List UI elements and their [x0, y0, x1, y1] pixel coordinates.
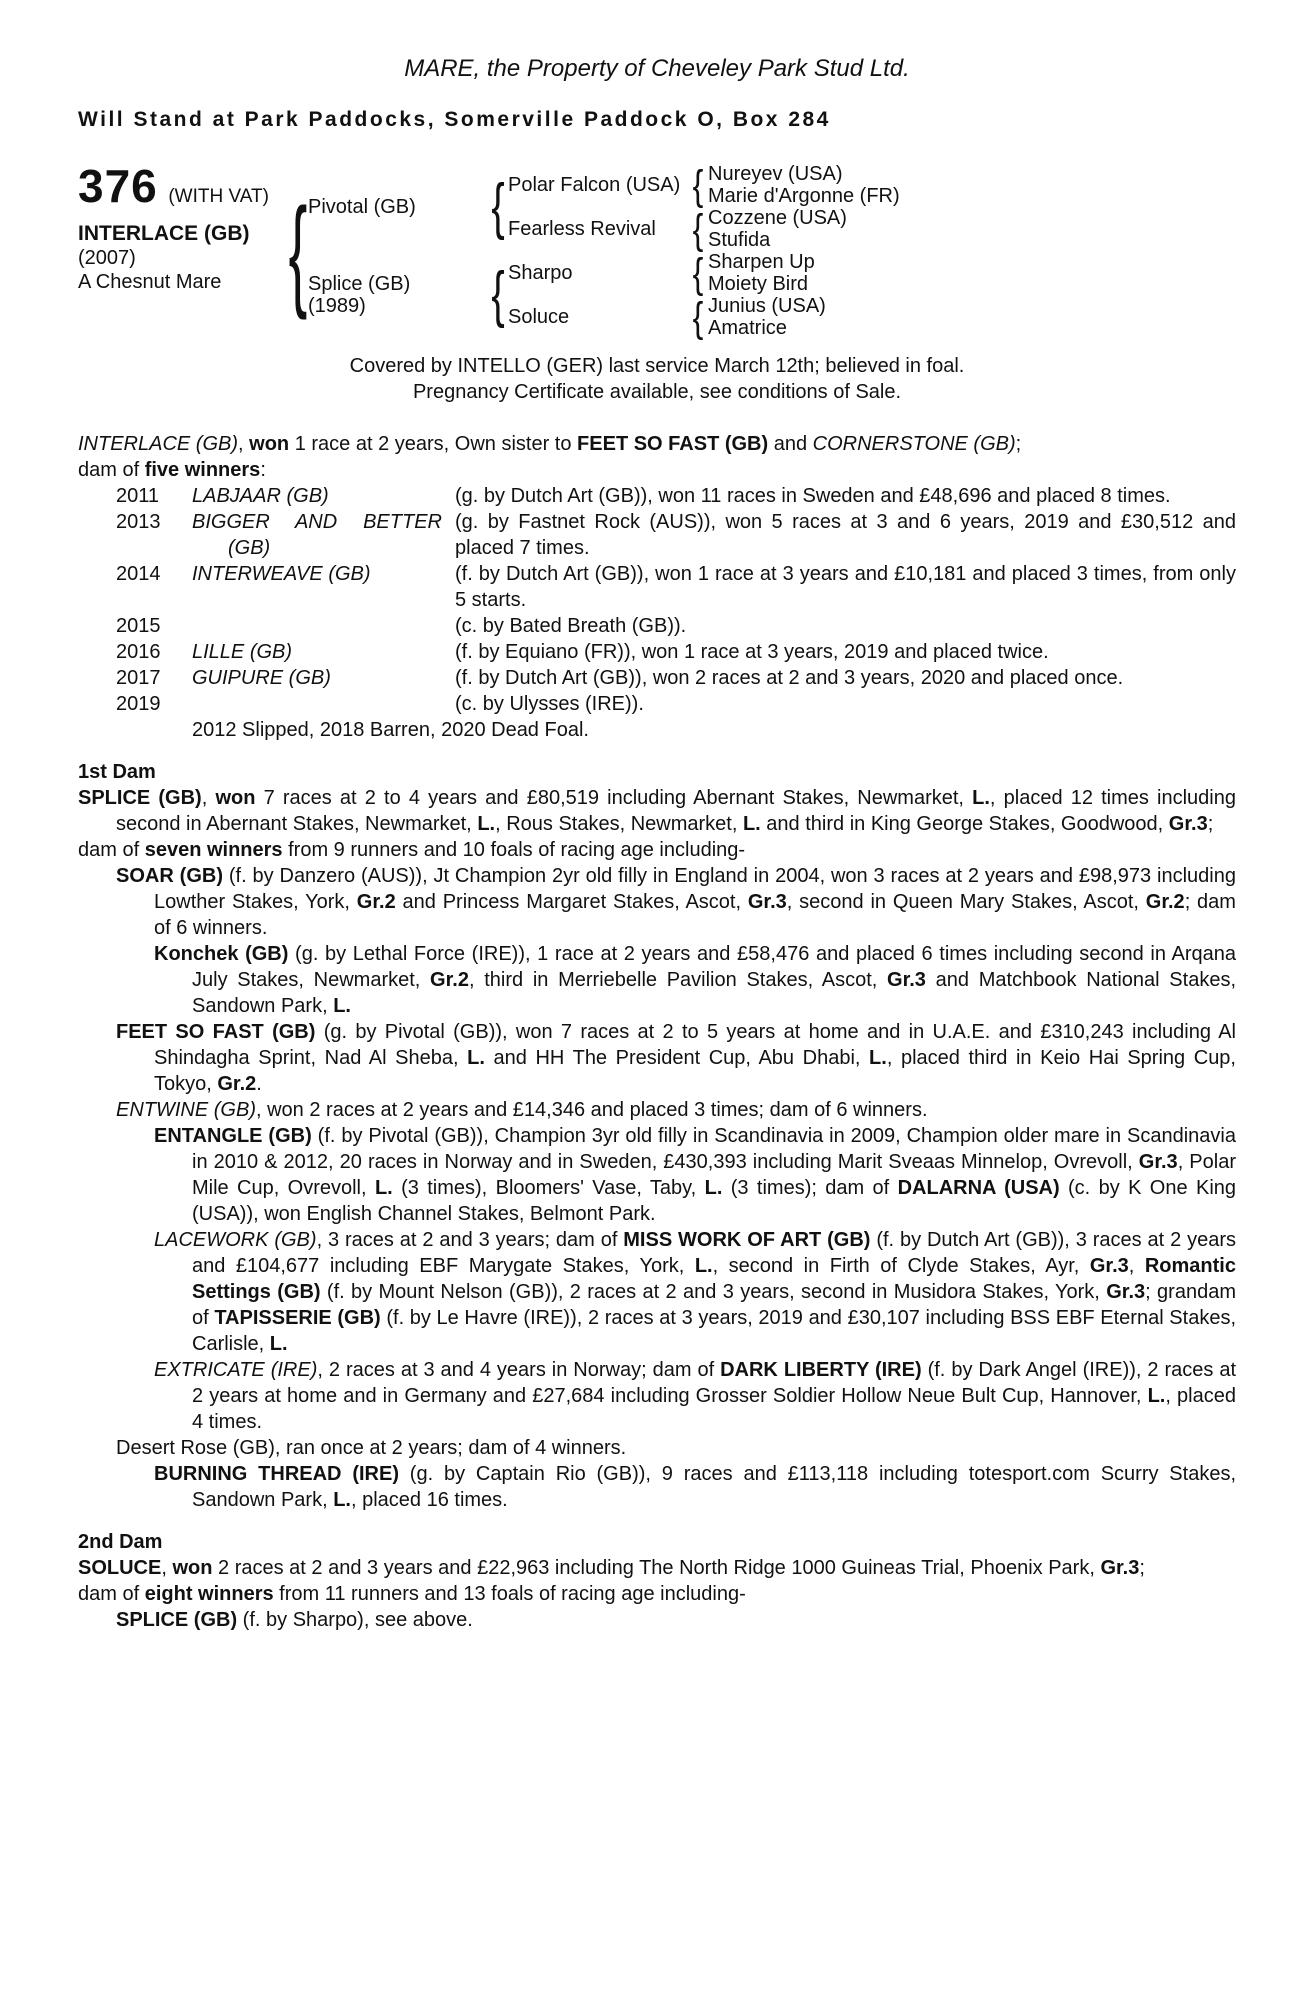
lot-info-column [78, 160, 288, 341]
second-dam-dam-of-line: dam of eight winners from 11 runners and 13 foals of racing age including- [78, 1583, 746, 1605]
produce-horse-name: INTERWEAVE (GB) [192, 563, 371, 585]
dam-dam-row [508, 295, 1236, 339]
produce-year: 2015 [116, 615, 161, 637]
produce-year: 2013 [116, 511, 161, 533]
dam-dam-dam-name: Amatrice [708, 317, 787, 339]
pregnancy-certificate-line: Pregnancy Certificate available, see conditions of Sale. [412, 381, 902, 403]
sire-parents [508, 163, 1236, 251]
produce-row [78, 665, 1236, 691]
brace-glyph: { [692, 293, 704, 341]
dam-sire-dam-name: Moiety Bird [708, 273, 809, 295]
produce-horse-name [192, 613, 442, 639]
pedigree-brace-dam [488, 260, 508, 330]
dam-name: Splice (GB) [308, 273, 411, 295]
first-dam-entry-konchek: Konchek (GB) (g. by Lethal Force (IRE)), 1 race at 2 years and £58,476 and placed 6 times including second in Arqana July Stakes, Newmarket, Gr.2, third in Merriebelle Pavilion Stakes, Ascot, Gr.3 and Matchbook National Stakes, Sandown Park, L. [154, 943, 1237, 1017]
produce-details: (f. by Dutch Art (GB)), won 2 races at 2 and 3 years, 2020 and placed once. [455, 667, 1124, 689]
brace-glyph: { [491, 172, 505, 242]
pedigree-dam-row [308, 251, 1236, 339]
first-dam-heading: 1st Dam [78, 761, 156, 783]
produce-year: 2011 [116, 485, 160, 507]
dam-name-block [308, 273, 488, 317]
sire-dam-parents [708, 207, 1236, 251]
produce-year: 2017 [116, 667, 161, 689]
dam-foaling-year: (1989) [308, 295, 366, 317]
sire-dam-name: Fearless Revival [508, 218, 656, 240]
produce-row [78, 509, 1236, 561]
catalogue-body [78, 431, 1236, 1633]
property-line: MARE, the Property of Cheveley Park Stud Ltd. [404, 55, 910, 82]
first-dam-entry-feet-so-fast: FEET SO FAST (GB) (g. by Pivotal (GB)), won 7 races at 2 to 5 years at home and in U.A.E. and £310,243 including Al Shindagha Sprint, Nad Al Sheba, L. and HH The President Cup, Abu Dhabi, L., placed third in Keio Hai Spring Cup, Tokyo, Gr.2. [116, 1021, 1236, 1095]
lot-number: 376 [78, 160, 158, 212]
second-dam-heading: 2nd Dam [78, 1531, 163, 1553]
horse-foaling-year: (2007) [78, 247, 136, 269]
sire-sire-dam-name: Marie d'Argonne (FR) [708, 185, 900, 207]
first-dam-entry-desert-rose: Desert Rose (GB), ran once at 2 years; dam of 4 winners. [116, 1437, 627, 1459]
sire-sire-parents [708, 163, 1236, 207]
produce-details: (f. by Equiano (FR)), won 1 race at 3 years, 2019 and placed twice. [455, 641, 1049, 663]
dam-sire-name: Sharpo [508, 262, 573, 284]
pedigree-sire-row [308, 163, 1236, 251]
sire-sire-name: Polar Falcon (USA) [508, 174, 681, 196]
horse-description: A Chesnut Mare [78, 271, 222, 293]
sire-sire-row [508, 163, 1236, 207]
produce-barren-note: 2012 Slipped, 2018 Barren, 2020 Dead Foal. [192, 719, 589, 741]
sire-sire-sire-name: Nureyev (USA) [708, 163, 843, 185]
pedigree-brace-sire-sire [688, 161, 708, 209]
produce-row [78, 639, 1236, 665]
produce-details: (f. by Dutch Art (GB)), won 1 race at 3 years and £10,181 and placed 3 times, from only 5 starts. [455, 563, 1236, 611]
produce-details: (g. by Fastnet Rock (AUS)), won 5 races at 3 and 6 years, 2019 and £30,512 and placed 7 times. [455, 511, 1236, 559]
mare-dam-of-line: dam of five winners: [78, 459, 266, 481]
pedigree-brace-dam-dam [688, 293, 708, 341]
brace-glyph: { [692, 161, 704, 209]
produce-row [78, 483, 1236, 509]
produce-year: 2014 [116, 563, 161, 585]
sire-dam-row [508, 207, 1236, 251]
second-dam-entry-splice: SPLICE (GB) (f. by Sharpo), see above. [116, 1609, 473, 1631]
produce-row [78, 613, 1236, 639]
dam-dam-sire-name: Junius (USA) [708, 295, 826, 317]
first-dam-entry-entangle: ENTANGLE (GB) (f. by Pivotal (GB)), Champion 3yr old filly in Scandinavia in 2009, Champion older mare in Scandinavia in 2010 & 2012, 20 races in Norway and in Sweden, £430,393 including Marit Sveaas Minnelop, Ovrevoll, Gr.3, Polar Mile Cup, Ovrevoll, L. (3 times), Bloomers' Vase, Taby, L. (3 times); dam of DALARNA (USA) (c. by K One King (USA)), won English Channel Stakes, Belmont Park. [154, 1125, 1237, 1225]
brace-glyph: { [692, 205, 704, 253]
first-dam-race-record: SPLICE (GB), won 7 races at 2 to 4 years and £80,519 including Abernant Stakes, Newmarket, L., placed 12 times including second in Abernant Stakes, Newmarket, L., Rous Stakes, Newmarket, L. and third in King George Stakes, Goodwood, Gr.3; [78, 787, 1236, 835]
first-dam-entry-lacework: LACEWORK (GB), 3 races at 2 and 3 years; dam of MISS WORK OF ART (GB) (f. by Dutch Art (GB)), 3 races at 2 years and £104,677 including EBF Marygate Stakes, York, L., second in Firth of Clyde Stakes, Ayr, Gr.3, Romantic Settings (GB) (f. by Mount Nelson (GB)), 2 races at 2 and 3 years, second in Musidora Stakes, York, Gr.3; grandam of TAPISSERIE (GB) (f. by Le Havre (IRE)), 2 races at 3 years, 2019 and £30,107 including BSS EBF Eternal Stakes, Carlisle, L. [154, 1229, 1236, 1355]
produce-details: (g. by Dutch Art (GB)), won 11 races in Sweden and £48,696 and placed 8 times. [455, 485, 1171, 507]
lot-vat-note: (WITH VAT) [168, 186, 269, 207]
sire-dam-sire-name: Cozzene (USA) [708, 207, 847, 229]
pedigree-brace-sire-dam [688, 205, 708, 253]
produce-year: 2016 [116, 641, 161, 663]
sire-dam-dam-name: Stufida [708, 229, 771, 251]
brace-glyph: { [491, 260, 505, 330]
first-dam-entry-soar: SOAR (GB) (f. by Danzero (AUS)), Jt Champion 2yr old filly in England in 2004, won 3 races at 2 years and £98,973 including Lowther Stakes, York, Gr.2 and Princess Margaret Stakes, Ascot, Gr.3, second in Queen Mary Stakes, Ascot, Gr.2; dam of 6 winners. [116, 865, 1236, 939]
mare-race-record: INTERLACE (GB), won 1 race at 2 years, Own sister to FEET SO FAST (GB) and CORNERSTONE (GB); [78, 433, 1022, 455]
first-dam-entry-extricate: EXTRICATE (IRE), 2 races at 3 and 4 years in Norway; dam of DARK LIBERTY (IRE) (f. by Dark Angel (IRE)), 2 races at 2 years at home and in Germany and £27,684 including Grosser Soldier Hollow Neue Bult Cup, Hannover, L., placed 4 times. [154, 1359, 1237, 1433]
produce-row [78, 561, 1236, 613]
dam-sire-sire-name: Sharpen Up [708, 251, 815, 273]
produce-horse-name: GUIPURE (GB) [192, 667, 331, 689]
pedigree-generation-2 [308, 163, 1236, 341]
pedigree-brace-dam-sire [688, 249, 708, 297]
horse-name: INTERLACE (GB) [78, 222, 250, 245]
brace-glyph: { [288, 181, 308, 321]
produce-details: (c. by Bated Breath (GB)). [455, 615, 687, 637]
produce-details: (c. by Ulysses (IRE)). [455, 693, 644, 715]
first-dam-entry-entwine: ENTWINE (GB), won 2 races at 2 years and £14,346 and placed 3 times; dam of 6 winners. [116, 1099, 928, 1121]
dam-parents [508, 251, 1236, 339]
pedigree-brace-gen1 [288, 163, 308, 341]
produce-record [78, 483, 1236, 743]
produce-year: 2019 [116, 693, 161, 715]
first-dam-entry-burning-thread: BURNING THREAD (IRE) (g. by Captain Rio (GB)), 9 races and £113,118 including totesport.com Scurry Stakes, Sandown Park, L., placed 16 times. [154, 1463, 1237, 1511]
first-dam-dam-of-line: dam of seven winners from 9 runners and 10 foals of racing age including- [78, 839, 746, 861]
second-dam-race-record: SOLUCE, won 2 races at 2 and 3 years and £22,963 including The North Ridge 1000 Guineas Trial, Phoenix Park, Gr.3; [78, 1557, 1145, 1579]
covering-line: Covered by INTELLO (GER) last service March 12th; believed in foal. [349, 355, 965, 377]
dam-sire-parents [708, 251, 1236, 295]
stand-location-line: Will Stand at Park Paddocks, Somerville Paddock O, Box 284 [78, 108, 831, 131]
produce-row [78, 691, 1236, 717]
dam-dam-parents [708, 295, 1236, 339]
produce-horse-name: LABJAAR (GB) [192, 485, 329, 507]
sire-name: Pivotal (GB) [308, 196, 416, 218]
covering-statement [78, 353, 1236, 405]
brace-glyph: { [692, 249, 704, 297]
dam-dam-name: Soluce [508, 306, 570, 328]
produce-horse-name [192, 691, 442, 717]
lot-number-line [78, 160, 288, 212]
produce-horse-name: BIGGER AND BETTER (GB) [192, 511, 442, 559]
pedigree-table [78, 160, 1236, 341]
produce-horse-name: LILLE (GB) [192, 641, 293, 663]
pedigree-brace-sire [488, 172, 508, 242]
dam-sire-row [508, 251, 1236, 295]
